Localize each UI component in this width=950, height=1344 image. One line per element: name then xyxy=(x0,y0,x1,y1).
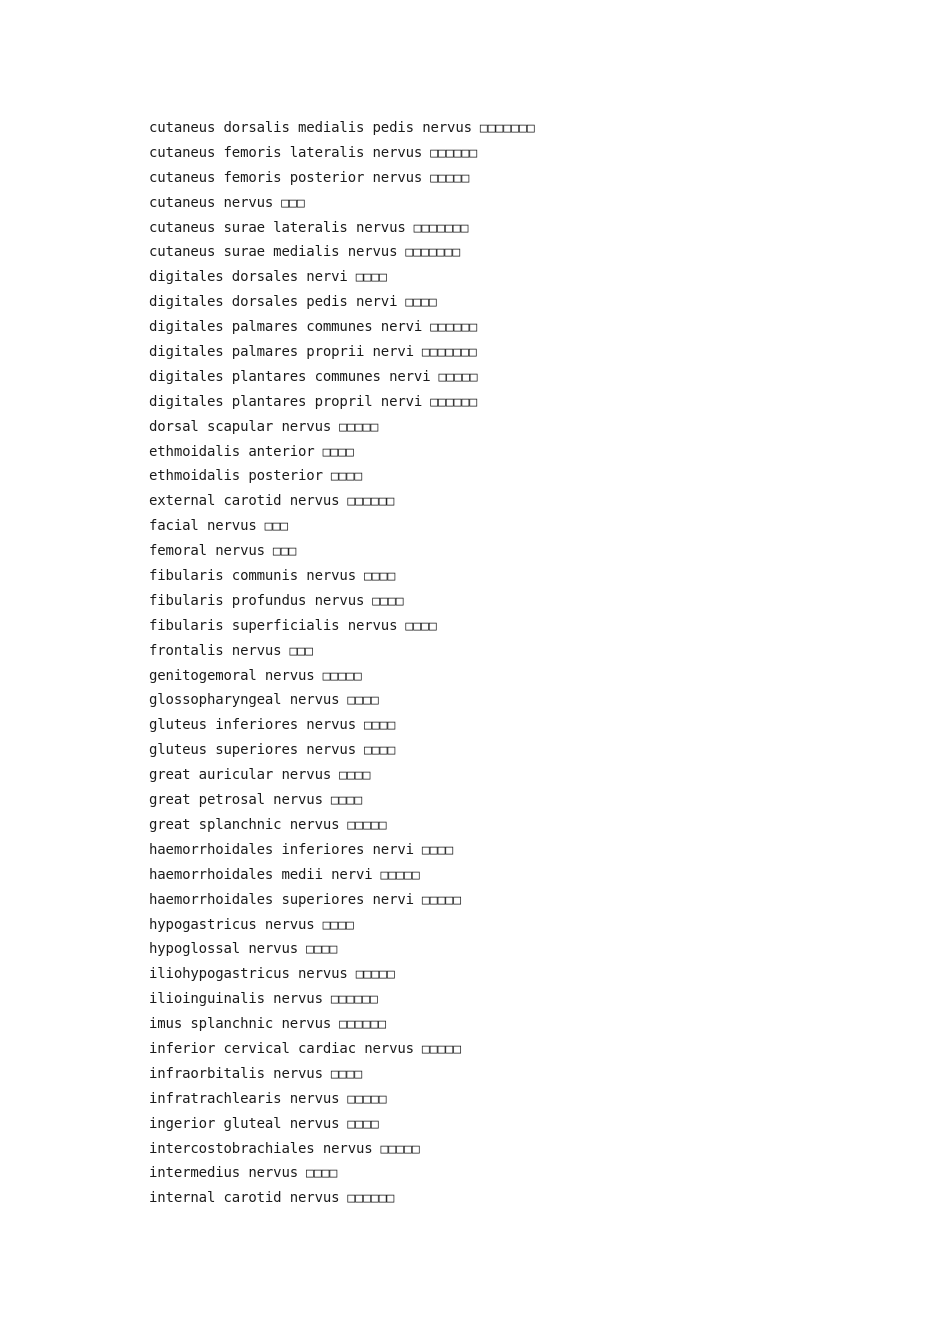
entry-term: cutaneus femoris lateralis nervus xyxy=(149,144,423,161)
glossary-entry xyxy=(149,390,535,415)
glossary-entry xyxy=(149,315,535,340)
entry-translation-glyphs: □□□□ xyxy=(405,618,437,634)
entry-translation-glyphs: □□□□ xyxy=(330,793,363,809)
entry-translation-glyphs: □□□□ xyxy=(405,295,437,311)
entry-translation-glyphs: □□□□ xyxy=(355,270,388,286)
entry-translation-glyphs: □□□□□□□ xyxy=(405,245,461,261)
glossary-entry xyxy=(149,888,535,913)
entry-translation-glyphs: □□□□□ xyxy=(339,419,379,435)
entry-translation-glyphs: □□□□□ xyxy=(380,1141,420,1157)
entry-term: hypogastricus nervus xyxy=(149,916,315,933)
glossary-entry xyxy=(149,489,535,514)
entry-term: iliohypogastricus nervus xyxy=(149,966,348,983)
glossary-entry xyxy=(149,589,535,614)
glossary-entry xyxy=(149,1186,535,1211)
entry-term: fibularis profundus nervus xyxy=(149,592,365,609)
glossary-list xyxy=(149,116,535,1211)
glossary-entry xyxy=(149,863,535,888)
entry-term: haemorrhoidales medii nervi xyxy=(149,866,373,883)
entry-translation-glyphs: □□□□□□ xyxy=(347,1191,395,1207)
glossary-entry xyxy=(149,763,535,788)
entry-term: infratrachlearis nervus xyxy=(149,1090,340,1107)
glossary-entry xyxy=(149,1137,535,1162)
entry-translation-glyphs: □□□□□□ xyxy=(430,394,478,410)
glossary-entry xyxy=(149,713,535,738)
glossary-entry xyxy=(149,688,535,713)
entry-term: gluteus inferiores nervus xyxy=(149,717,356,734)
entry-translation-glyphs: □□□□ xyxy=(363,569,396,585)
entry-term: digitales palmares proprii nervi xyxy=(149,344,414,361)
glossary-entry xyxy=(149,1161,535,1186)
entry-term: ilioinguinalis nervus xyxy=(149,991,323,1008)
entry-translation-glyphs: □□□□□□ xyxy=(430,145,478,161)
entry-term: great auricular nervus xyxy=(149,767,332,784)
entry-term: fibularis communis nervus xyxy=(149,568,356,585)
entry-term: digitales palmares communes nervi xyxy=(149,319,423,336)
entry-term: great petrosal nervus xyxy=(149,792,323,809)
entry-translation-glyphs: □□□□ xyxy=(363,718,396,734)
entry-term: cutaneus dorsalis medialis pedis nervus xyxy=(149,120,472,136)
entry-term: dorsal scapular nervus xyxy=(149,418,332,435)
glossary-entry xyxy=(149,415,535,440)
entry-term: internal carotid nervus xyxy=(149,1190,340,1207)
glossary-entry xyxy=(149,813,535,838)
glossary-entry xyxy=(149,1012,535,1037)
glossary-entry xyxy=(149,1037,535,1062)
entry-translation-glyphs: □□□□ xyxy=(421,842,454,858)
entry-translation-glyphs: □□□□□ xyxy=(355,967,395,983)
entry-term: ethmoidalis anterior xyxy=(149,443,315,460)
entry-term: frontalis nervus xyxy=(149,642,282,659)
entry-term: digitales plantares propril nervi xyxy=(149,393,423,410)
entry-term: digitales dorsales pedis nervi xyxy=(149,294,398,311)
entry-term: external carotid nervus xyxy=(149,493,340,510)
entry-term: femoral nervus xyxy=(149,543,265,560)
glossary-entry xyxy=(149,564,535,589)
entry-term: cutaneus nervus xyxy=(149,194,274,211)
glossary-entry xyxy=(149,191,535,216)
glossary-entry xyxy=(149,639,535,664)
entry-translation-glyphs: □□□ xyxy=(289,643,313,659)
entry-translation-glyphs: □□□□□□ xyxy=(430,320,478,336)
glossary-entry xyxy=(149,1112,535,1137)
entry-translation-glyphs: □□□□ xyxy=(347,693,379,709)
entry-term: digitales plantares communes nervi xyxy=(149,368,431,385)
entry-translation-glyphs: □□□□□ xyxy=(322,668,362,684)
glossary-entry xyxy=(149,1062,535,1087)
glossary-entry xyxy=(149,141,535,166)
entry-term: gluteus superiores nervus xyxy=(149,742,356,759)
entry-translation-glyphs: □□□□ xyxy=(322,444,354,460)
entry-translation-glyphs: □□□□□ xyxy=(421,892,462,908)
entry-term: ethmoidalis posterior xyxy=(149,468,323,485)
entry-translation-glyphs: □□□□ xyxy=(330,1066,363,1082)
glossary-entry xyxy=(149,265,535,290)
entry-translation-glyphs: □□□□ xyxy=(363,743,396,759)
entry-term: fibularis superficialis nervus xyxy=(149,617,398,634)
entry-translation-glyphs: □□□□□□□ xyxy=(421,345,477,361)
entry-translation-glyphs: □□□□□□□ xyxy=(413,220,469,236)
entry-term: inferior cervical cardiac nervus xyxy=(149,1040,414,1057)
glossary-entry xyxy=(149,365,535,390)
glossary-entry xyxy=(149,788,535,813)
entry-term: cutaneus femoris posterior nervus xyxy=(149,169,423,186)
glossary-entry xyxy=(149,340,535,365)
glossary-entry xyxy=(149,838,535,863)
entry-term: digitales dorsales nervi xyxy=(149,269,348,286)
glossary-entry xyxy=(149,514,535,539)
entry-term: infraorbitalis nervus xyxy=(149,1065,323,1082)
glossary-entry xyxy=(149,539,535,564)
entry-translation-glyphs: □□□□ xyxy=(306,1166,338,1182)
entry-translation-glyphs: □□□□ xyxy=(372,593,404,609)
entry-translation-glyphs: □□□□ xyxy=(339,768,371,784)
entry-term: glossopharyngeal nervus xyxy=(149,692,340,709)
entry-term: ingerior gluteal nervus xyxy=(149,1115,340,1132)
glossary-entry xyxy=(149,614,535,639)
entry-term: genitogemoral nervus xyxy=(149,667,315,684)
entry-term: imus splanchnic nervus xyxy=(149,1016,332,1033)
glossary-entry xyxy=(149,987,535,1012)
entry-term: haemorrhoidales superiores nervi xyxy=(149,891,414,908)
glossary-entry xyxy=(149,116,535,141)
entry-translation-glyphs: □□□□ xyxy=(330,469,363,485)
entry-translation-glyphs: □□□□□□ xyxy=(339,1017,387,1033)
glossary-entry xyxy=(149,962,535,987)
entry-translation-glyphs: □□□□□ xyxy=(380,867,420,883)
glossary-entry xyxy=(149,1087,535,1112)
entry-translation-glyphs: □□□□□□ xyxy=(330,992,378,1008)
entry-translation-glyphs: □□□□□□□ xyxy=(479,121,535,136)
entry-translation-glyphs: □□□□□ xyxy=(347,1091,387,1107)
entry-term: haemorrhoidales inferiores nervi xyxy=(149,841,414,858)
glossary-entry xyxy=(149,216,535,241)
glossary-entry xyxy=(149,664,535,689)
glossary-entry xyxy=(149,240,535,265)
entry-term: intermedius nervus xyxy=(149,1165,299,1182)
entry-translation-glyphs: □□□□ xyxy=(347,1116,379,1132)
glossary-entry xyxy=(149,738,535,763)
entry-translation-glyphs: □□□□ xyxy=(322,917,354,933)
glossary-entry xyxy=(149,937,535,962)
glossary-entry xyxy=(149,464,535,489)
entry-translation-glyphs: □□□□□ xyxy=(430,170,470,186)
entry-translation-glyphs: □□□□□□ xyxy=(347,494,395,510)
entry-term: intercostobrachiales nervus xyxy=(149,1140,373,1157)
entry-term: cutaneus surae medialis nervus xyxy=(149,244,398,261)
glossary-entry xyxy=(149,290,535,315)
entry-term: facial nervus xyxy=(149,518,257,535)
entry-term: great splanchnic nervus xyxy=(149,816,340,833)
glossary-entry xyxy=(149,166,535,191)
entry-translation-glyphs: □□□ xyxy=(264,519,289,535)
entry-translation-glyphs: □□□ xyxy=(281,195,305,211)
entry-translation-glyphs: □□□ xyxy=(272,544,297,560)
entry-translation-glyphs: □□□□□ xyxy=(438,369,478,385)
entry-translation-glyphs: □□□□ xyxy=(306,942,338,958)
entry-term: hypoglossal nervus xyxy=(149,941,299,958)
entry-term: cutaneus surae lateralis nervus xyxy=(149,219,406,236)
glossary-entry xyxy=(149,440,535,465)
entry-translation-glyphs: □□□□□ xyxy=(421,1041,462,1057)
glossary-entry xyxy=(149,913,535,938)
entry-translation-glyphs: □□□□□ xyxy=(347,817,387,833)
